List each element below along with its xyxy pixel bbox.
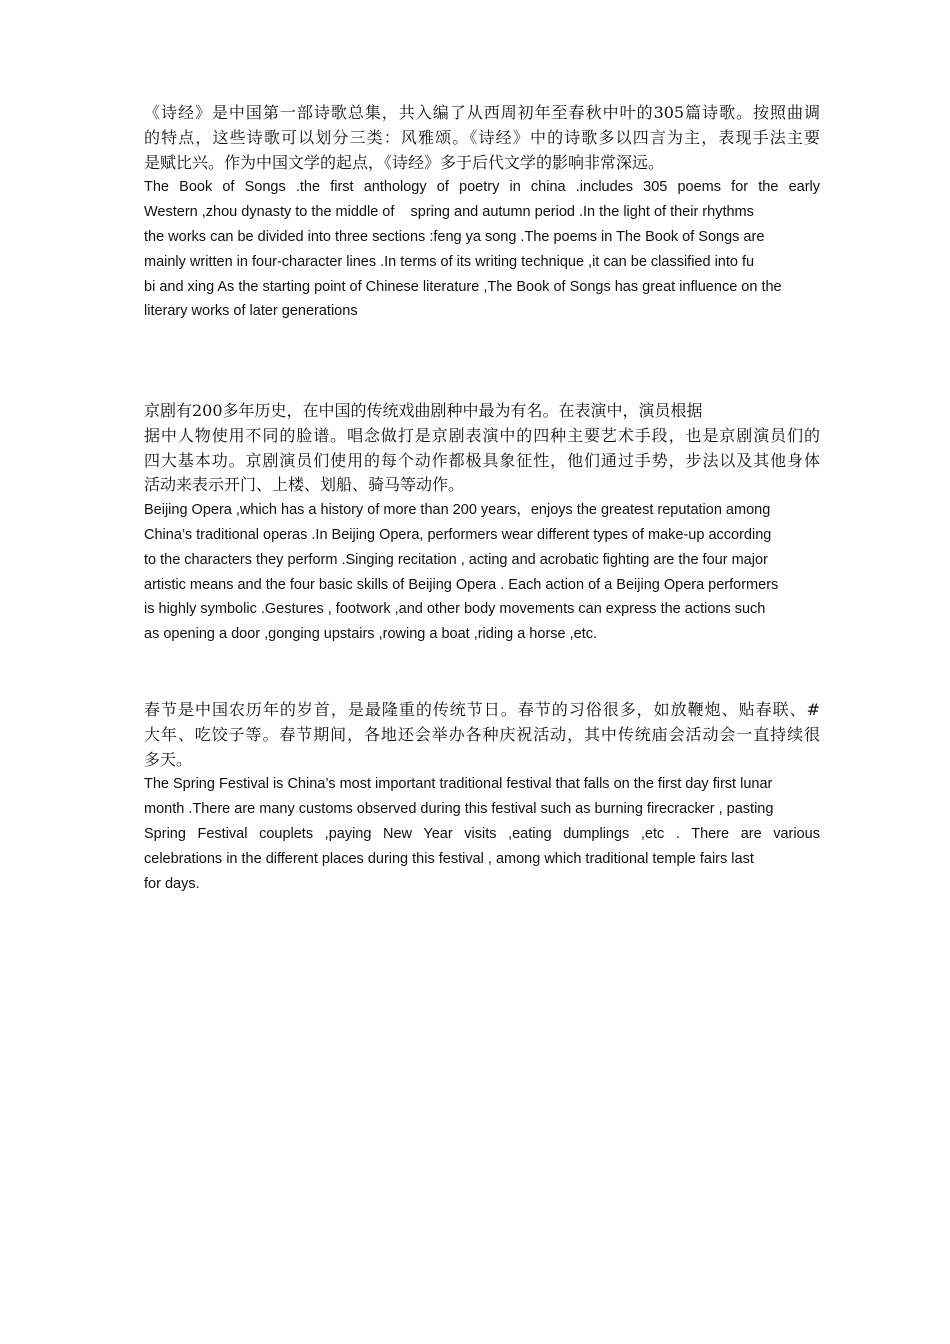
text-line: Beijing Opera ,which has a history of more than 200 years，enjoys the greatest reputation among (144, 502, 771, 519)
text-line: China’s traditional operas .In Beijing Opera, performers wear different types of make-up according (144, 526, 772, 543)
text-line: Spring Festival couplets ,paying New Year visits ,eating dumplings ,etc . There are various (144, 825, 820, 842)
text-line: artistic means and the four basic skills of Beijing Opera . Each action of a Beijing Opera performers (144, 576, 779, 593)
section-book-of-songs (144, 101, 820, 324)
chinese-paragraph (144, 399, 820, 498)
text-line: celebrations in the different places during this festival , among which traditional temple fairs last (144, 850, 754, 867)
text-line: Western ,zhou dynasty to the middle of spring and autumn period .In the light of their rhythms (144, 204, 754, 221)
text-line: 是赋比兴。作为中国文学的起点，《诗经》多于后代文学的影响非常深远。 (144, 152, 665, 172)
text-line: The Book of Songs .the first anthology of poetry in china .includes 305 poems for the early (144, 179, 820, 196)
english-paragraph (144, 498, 820, 647)
text-line: The Spring Festival is China’s most important traditional festival that falls on the first day first lunar (144, 776, 773, 793)
text-line: 四大基本功。京剧演员们使用的每个动作都极具象征性，他们通过手势，步法以及其他身体 (144, 450, 820, 470)
text-line: 活动来表示开门、上楼、划船、骑马等动作。 (144, 475, 465, 495)
text-line: to the characters they perform .Singing recitation , acting and acrobatic fighting are the four major (144, 551, 768, 568)
text-line: 京剧有200多年历史，在中国的传统戏曲剧种中最为有名。在表演中，演员根据 (144, 401, 703, 420)
text-line: mainly written in four-character lines .In terms of its writing technique ,it can be classified into fu (144, 253, 755, 270)
text-line: 春节是中国农历年的岁首，是最隆重的传统节日。春节的习俗很多，如放鞭炮、贴春联、# (144, 700, 820, 719)
text-line: is highly symbolic .Gestures , footwork ,and other body movements can express the actions such (144, 601, 766, 618)
text-line: 的特点，这些诗歌可以划分三类：风雅颂。《诗经》中的诗歌多以四言为主，表现手法主要 (144, 127, 820, 147)
text-line: literary works of later generations (144, 303, 358, 320)
text-line: 《诗经》是中国第一部诗歌总集，共入编了从西周初年至春秋中叶的305篇诗歌。按照曲调 (144, 103, 820, 122)
text-line: as opening a door ,gonging upstairs ,rowing a boat ,riding a horse ,etc. (144, 626, 598, 643)
text-line: month .There are many customs observed during this festival such as burning firecracker , pasting (144, 801, 774, 818)
text-line: 据中人物使用不同的脸谱。唱念做打是京剧表演中的四种主要艺术手段，也是京剧演员们的 (144, 425, 820, 445)
text-line: the works can be divided into three sections :feng ya song .The poems in The Book of Songs are (144, 228, 765, 245)
chinese-paragraph (144, 698, 820, 772)
text-line: for days. (144, 875, 200, 892)
chinese-paragraph (144, 101, 820, 175)
text-line: bi and xing As the starting point of Chinese literature ,The Book of Songs has great influence on the (144, 278, 782, 295)
text-line: 大年、吃饺子等。春节期间，各地还会举办各种庆祝活动，其中传统庙会活动会一直持续很 (144, 724, 820, 744)
section-beijing-opera (144, 399, 820, 647)
section-spring-festival (144, 698, 820, 896)
english-paragraph (144, 175, 820, 324)
english-paragraph (144, 772, 820, 896)
text-line: 多天。 (144, 749, 193, 769)
